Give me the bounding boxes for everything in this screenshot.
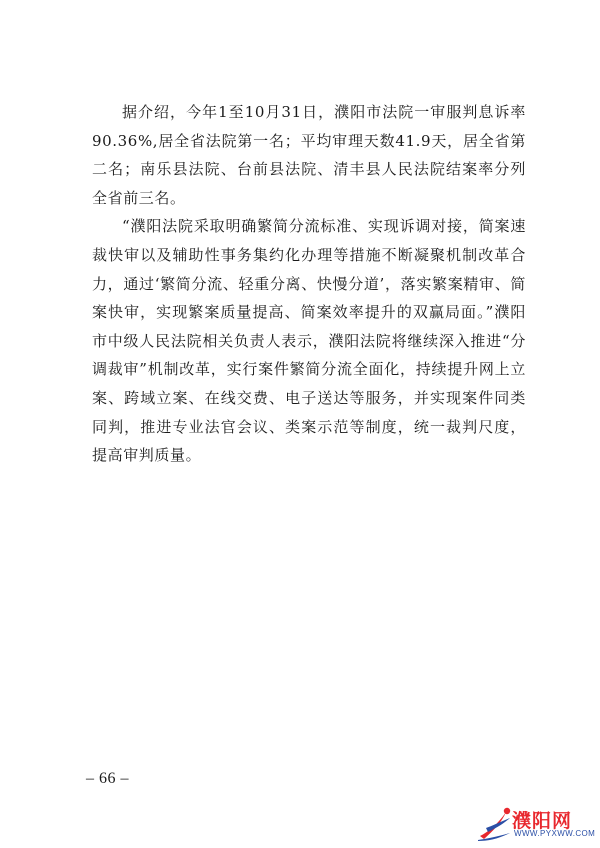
watermark-logo bbox=[476, 806, 594, 842]
page-number: – 66 – bbox=[86, 770, 129, 787]
swoosh-figure-logo-icon bbox=[476, 806, 514, 842]
paragraph-intro: 据介绍，今年1至10月31日，濮阳市法院一审服判息诉率90.36%,居全省法院第一名；平均审理天数41.9天，居全省第二名；南乐县法院、台前县法院、清丰县人民法院结案率分列全省前三名。 bbox=[92, 103, 526, 207]
watermark-site-url: WWW.PYXWW.COM bbox=[514, 829, 596, 838]
document-body bbox=[92, 98, 526, 470]
watermark-site-name: 濮阳网 bbox=[512, 810, 573, 832]
paragraph-quote: “濮阳法院采取明确繁简分流标准、实现诉调对接，简案速裁快审以及辅助性事务集约化办理等措施不断凝聚机制改革合力，通过‘繁简分流、轻重分离、快慢分道’，落实繁案精审、简案快审，实现繁案质量提高、简案效率提升的双赢局面。”濮阳市中级人民法院相关负责人表示，濮阳法院将继续深入推进“分调裁审”机制改革，实行案件繁简分流全面化，持续提升网上立案、跨域立案、在线交费、电子送达等服务，并实现案件同类同判，推进专业法官会议、类案示范等制度，统一裁判尺度，提高审判质量。 bbox=[92, 217, 526, 465]
